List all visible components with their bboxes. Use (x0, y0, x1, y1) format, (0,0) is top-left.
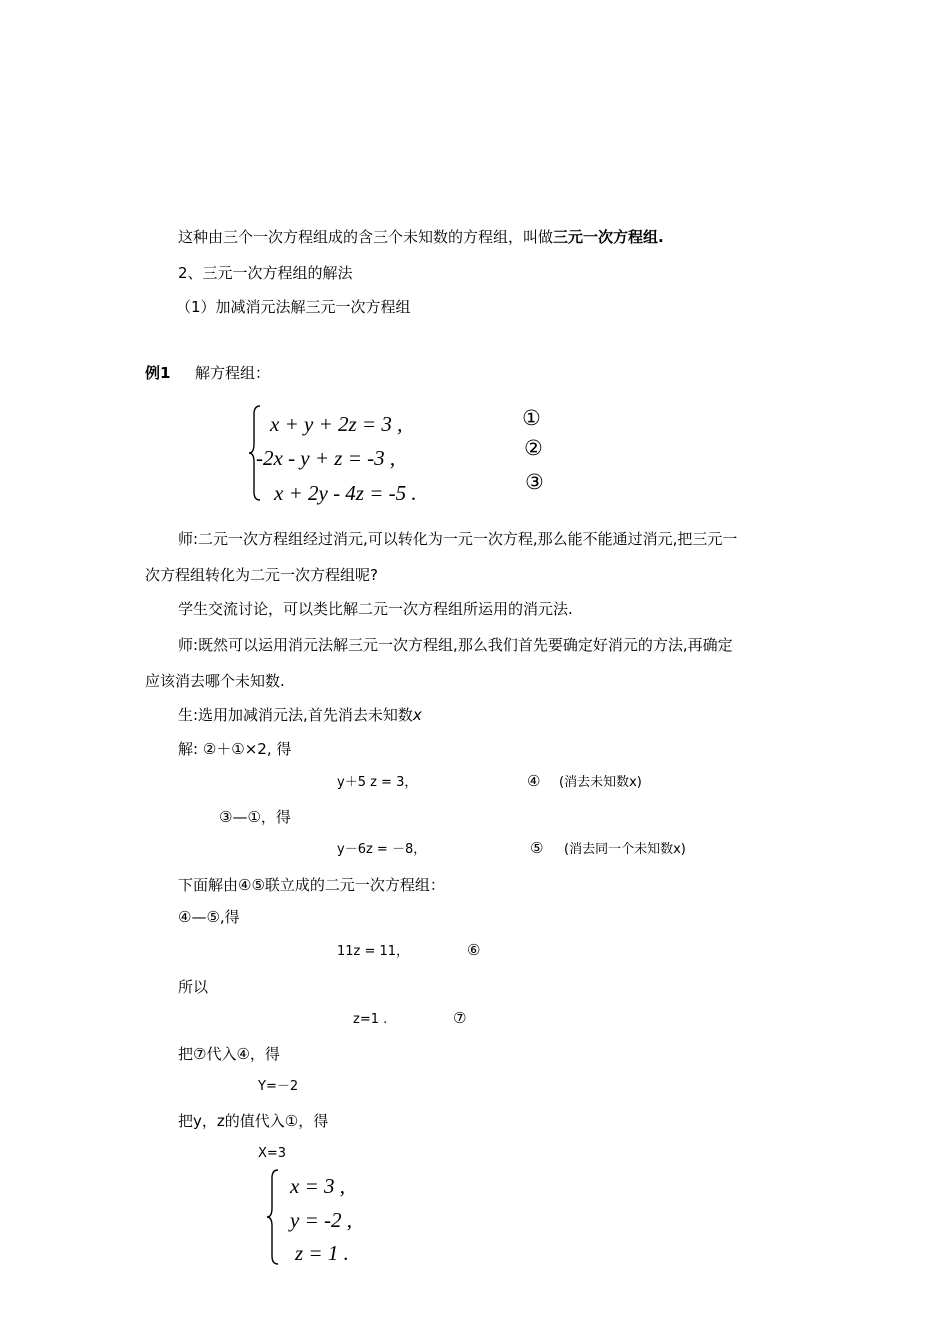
eq5-note: (消去同一个未知数x) (564, 842, 686, 857)
definition-term: 三元一次方程组. (553, 228, 664, 246)
solution-step-3: 下面解由④⑤联立成的二元一次方程组： (178, 876, 445, 894)
system-eq-2: -2x - y + z = -3 , (256, 446, 396, 470)
solution-step-6: 把⑦代入④，得 (178, 1045, 280, 1063)
teacher-line-1b: 次方程组转化为二元一次方程组呢? (145, 566, 378, 584)
student-answer (178, 704, 422, 726)
eq4-mark: ④ (527, 772, 541, 790)
definition-line (178, 226, 664, 248)
final-eq-z: z = 1 . (295, 1241, 349, 1265)
eq7-lhs: z=1 . (353, 1012, 388, 1027)
eq6-lhs: 11z = 11， (337, 944, 410, 959)
teacher-line-2b: 应该消去哪个未知数. (145, 672, 285, 690)
final-system-brace (266, 1168, 280, 1266)
student-discussion: 学生交流讨论，可以类比解二元一次方程组所运用的消元法. (178, 600, 573, 618)
example-prompt: 解方程组： (195, 364, 271, 382)
student-answer-var: x (412, 706, 422, 724)
final-eq-y: y = -2 , (290, 1208, 352, 1232)
solution-step-7: 把y，z的值代入①，得 (178, 1112, 329, 1130)
subsection-heading: （1）加减消元法解三元一次方程组 (176, 298, 411, 316)
solution-step-4: ④—⑤,得 (178, 908, 240, 926)
eq-mark-3: ③ (525, 470, 544, 494)
y-value: Y=－2 (258, 1079, 299, 1094)
section-heading: 2、三元一次方程组的解法 (178, 264, 353, 282)
solution-step-1: 解: ②＋①×2, 得 (178, 740, 292, 758)
eq7-mark: ⑦ (453, 1009, 467, 1027)
x-value: X=3 (258, 1146, 287, 1161)
solution-step-5: 所以 (178, 978, 209, 996)
eq4-note: (消去未知数x) (559, 775, 642, 790)
definition-text: 这种由三个一次方程组成的含三个未知数的方程组，叫做 (178, 228, 554, 246)
system-eq-3: x + 2y - 4z = -5 . (274, 481, 417, 505)
final-eq-x: x = 3 , (290, 1174, 345, 1198)
teacher-line-2a: 师:既然可以运用消元法解三元一次方程组,那么我们首先要确定好消元的方法,再确定 (178, 636, 733, 654)
teacher-line-1a: 师:二元一次方程组经过消元,可以转化为一元一次方程,那么能不能通过消元,把三元一 (178, 530, 738, 548)
system-eq-1: x + y + 2z = 3 , (270, 412, 403, 436)
eq-mark-1: ① (522, 406, 541, 430)
student-answer-text: 生:选用加减消元法,首先消去未知数 (178, 706, 413, 724)
example-label (145, 362, 170, 384)
eq-mark-2: ② (524, 436, 543, 460)
example-number: 例1 (145, 364, 171, 382)
eq5-mark: ⑤ (530, 839, 544, 857)
solution-step-2: ③—①，得 (219, 808, 291, 826)
eq4-lhs: y＋5 z = 3， (337, 775, 418, 790)
eq5-lhs: y－6z = －8， (337, 842, 427, 857)
eq6-mark: ⑥ (467, 941, 481, 959)
